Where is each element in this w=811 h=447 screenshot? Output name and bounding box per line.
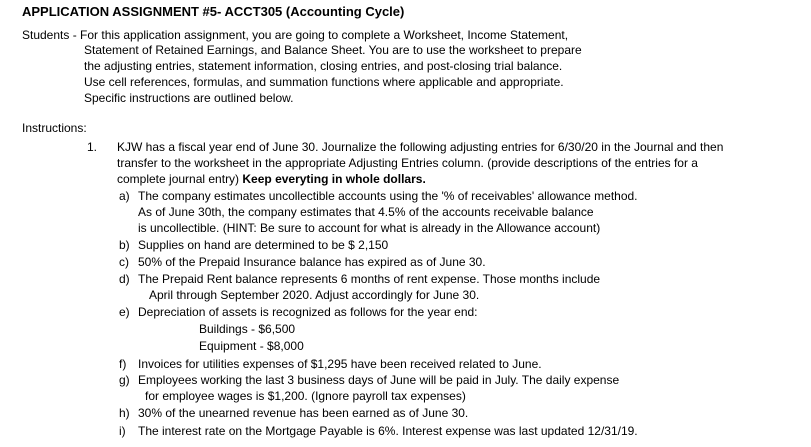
subitem-f-line-1: Invoices for utilities expenses of $1,295 have been received related to June. bbox=[138, 357, 542, 371]
item-1-line-3-text: complete journal entry) bbox=[117, 172, 243, 186]
subitem-e-line-1: Depreciation of assets is recognized as follows for the year end: bbox=[138, 305, 478, 319]
subitem-i-line-1: The interest rate on the Mortgage Payable is 6%. Interest expense was last updated 12/31/19. bbox=[138, 424, 638, 438]
subitem-f-marker: f) bbox=[119, 357, 127, 371]
intro-line-2: Statement of Retained Earnings, and Balance Sheet. You are to use the worksheet to prepare bbox=[84, 43, 582, 57]
subitem-d-line-2: April through September 2020. Adjust accordingly for June 30. bbox=[149, 288, 480, 302]
subitem-a-marker: a) bbox=[119, 189, 130, 203]
subitem-a-line-2: As of June 30th, the company estimates that 4.5% of the accounts receivable balance bbox=[138, 205, 594, 219]
subitem-b-marker: b) bbox=[119, 238, 130, 252]
instructions-label: Instructions: bbox=[22, 121, 87, 135]
subitem-h-marker: h) bbox=[119, 406, 130, 420]
intro-line-3: the adjusting entries, statement information, closing entries, and post-closing trial balance. bbox=[84, 59, 563, 73]
subitem-a-line-1: The company estimates uncollectible accounts using the '% of receivables' allowance method. bbox=[138, 189, 638, 203]
item-1-line-3 bbox=[117, 172, 426, 186]
item-1-line-2: transfer to the worksheet in the appropriate Adjusting Entries column. (provide descriptions of the entries for a bbox=[117, 156, 698, 170]
subitem-a-line-3: is uncollectible. (HINT: Be sure to account for what is already in the Allowance account) bbox=[138, 221, 601, 235]
subitem-g-marker: g) bbox=[119, 373, 130, 387]
subitem-c-marker: c) bbox=[119, 255, 129, 269]
subitem-h-line-1: 30% of the unearned revenue has been earned as of June 30. bbox=[138, 406, 469, 420]
subitem-g-line-2: for employee wages is $1,200. (Ignore payroll tax expenses) bbox=[145, 389, 466, 403]
whole-dollars-note: Keep everyting in whole dollars. bbox=[242, 172, 426, 186]
subitem-e-equipment: Equipment - $8,000 bbox=[199, 339, 304, 353]
subitem-i-marker: i) bbox=[119, 424, 126, 438]
page-title: APPLICATION ASSIGNMENT #5- ACCT305 (Accounting Cycle) bbox=[22, 4, 405, 19]
intro-line-4: Use cell references, formulas, and summation functions where applicable and appropriate. bbox=[84, 75, 564, 89]
item-1-line-1: KJW has a fiscal year end of June 30. Journalize the following adjusting entries for 6/30/20 in the Journal and then bbox=[117, 140, 724, 154]
subitem-d-line-1: The Prepaid Rent balance represents 6 months of rent expense. Those months include bbox=[138, 272, 601, 286]
subitem-c-line-1: 50% of the Prepaid Insurance balance has expired as of June 30. bbox=[138, 255, 486, 269]
subitem-b-line-1: Supplies on hand are determined to be $ 2,150 bbox=[138, 238, 389, 252]
subitem-g-line-1: Employees working the last 3 business days of June will be paid in July. The daily expense bbox=[138, 373, 620, 387]
intro-line-5: Specific instructions are outlined below. bbox=[84, 91, 294, 105]
subitem-e-buildings: Buildings - $6,500 bbox=[199, 322, 296, 336]
subitem-e-marker: e) bbox=[119, 305, 130, 319]
intro-line-1: Students - For this application assignment, you are going to complete a Worksheet, Income Statement, bbox=[22, 28, 569, 42]
subitem-d-marker: d) bbox=[119, 272, 130, 286]
item-1-number: 1. bbox=[87, 140, 98, 154]
